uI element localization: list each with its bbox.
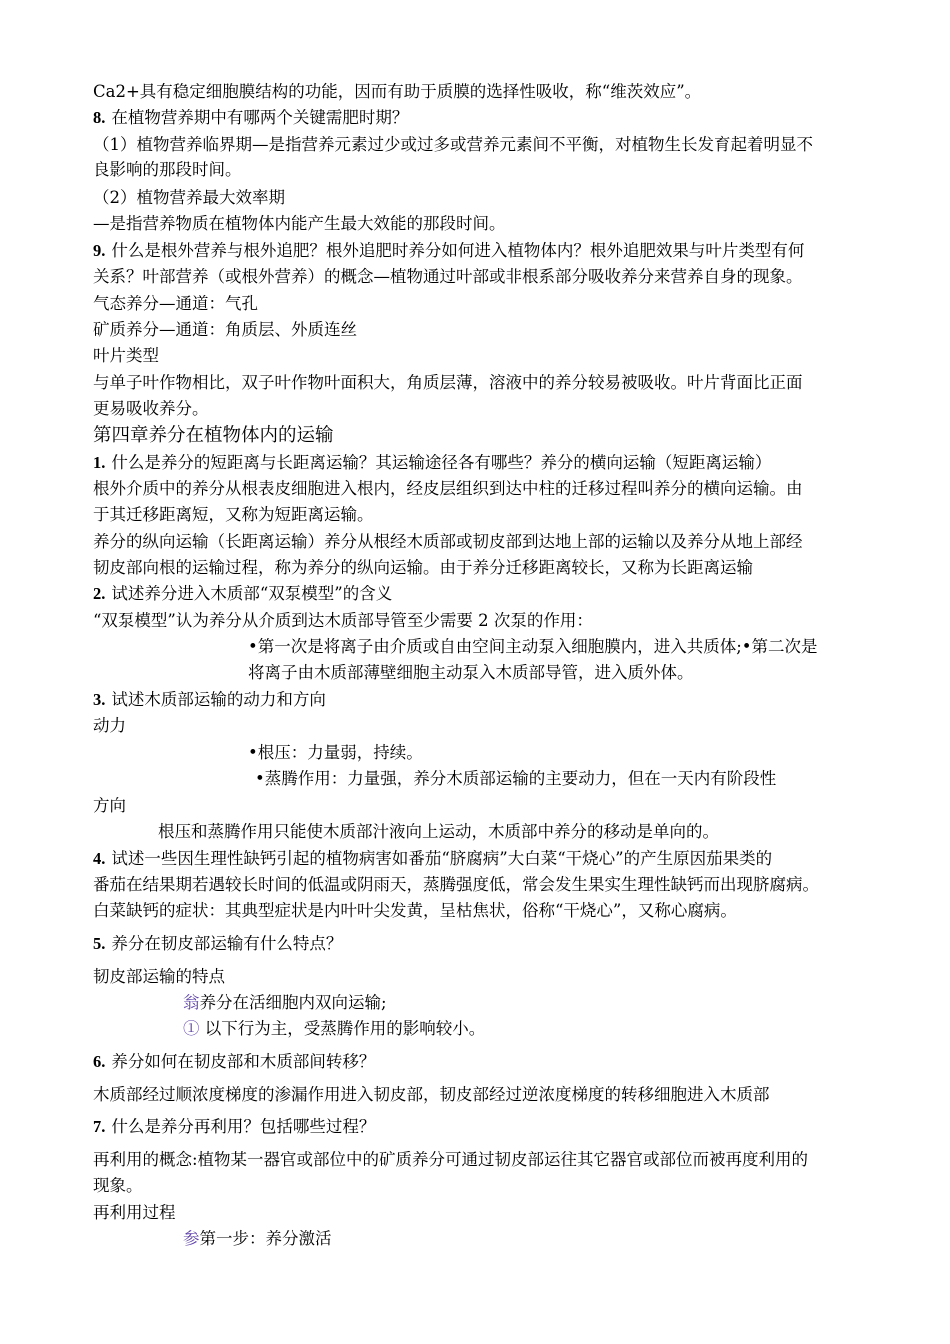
paragraph-line: 韧皮部向根的运输过程，称为养分的纵向运输。由于养分迁移距离较长，又称为长距离运输 — [93, 558, 753, 577]
paragraph-line: “双泵模型”认为养分从介质到达木质部导管至少需要 2 次泵的作用： — [93, 611, 593, 630]
list-marker: 参 — [183, 1229, 200, 1248]
bullet-line: •根压：力量弱，持续。 — [248, 743, 423, 762]
question-number: 1. — [93, 453, 106, 472]
question-text: 试述养分进入木质部“双泵模型”的含义 — [111, 584, 393, 603]
question-text: 养分如何在韧皮部和木质部间转移？ — [111, 1052, 376, 1071]
list-marker: 翁 — [183, 993, 200, 1012]
chapter-question-4 — [93, 847, 772, 871]
chapter-question-7 — [93, 1115, 375, 1139]
question-number: 4. — [93, 849, 106, 868]
question-text: 什么是养分的短距离与长距离运输？其运输途径各有哪些？养分的横向运输（短距离运输） — [111, 453, 772, 472]
list-item — [183, 1017, 485, 1041]
question-number: 2. — [93, 584, 106, 603]
paragraph-line: 与单子叶作物相比，双子叶作物叶面积大，角质层薄，溶液中的养分较易被吸收。叶片背面比正面 — [93, 373, 803, 392]
paragraph-line: 养分的纵向运输（长距离运输）养分从根经木质部或韧皮部到达地上部的运输以及养分从地上部经 — [93, 532, 803, 551]
bullet-line: •蒸腾作用：力量强，养分木质部运输的主要动力，但在一天内有阶段性 — [255, 769, 777, 788]
paragraph-line: 动力 — [93, 716, 126, 735]
question-text: 在植物营养期中有哪两个关键需肥时期？ — [111, 108, 409, 127]
chapter-question-1 — [93, 451, 771, 475]
question-number: 5. — [93, 934, 106, 953]
paragraph-line: 根外介质中的养分从根表皮细胞进入根内，经皮层组织到达中柱的迁移过程叫养分的横向运输。由 — [93, 479, 803, 498]
paragraph-line: 矿质养分—通道：角质层、外质连丝 — [93, 320, 357, 339]
paragraph-line: 于其迁移距离短，又称为短距离运输。 — [93, 505, 374, 524]
paragraph-line: 木质部经过顺浓度梯度的渗漏作用进入韧皮部，韧皮部经过逆浓度梯度的转移细胞进入木质部 — [93, 1085, 770, 1104]
paragraph-line: 叶片类型 — [93, 346, 159, 365]
question-text: 什么是养分再利用？包括哪些过程？ — [111, 1117, 376, 1136]
chapter-question-2 — [93, 582, 392, 606]
question-number: 7. — [93, 1117, 106, 1136]
list-marker: ① — [183, 1019, 200, 1038]
bullet-line: •第一次是将离子由介质或自由空间主动泵入细胞膜内，进入共质体;•第二次是 — [248, 637, 818, 656]
question-text: 什么是根外营养与根外追肥？根外追肥时养分如何进入植物体内？根外追肥效果与叶片类型有何 — [111, 241, 805, 260]
paragraph-line: 根压和蒸腾作用只能使木质部汁液向上运动，木质部中养分的移动是单向的。 — [158, 822, 719, 841]
paragraph-line: 气态养分—通道：气孔 — [93, 294, 258, 313]
paragraph-line: 白菜缺钙的症状：其典型症状是内叶叶尖发黄，呈枯焦状，俗称“干烧心”，又称心腐病。 — [93, 901, 737, 920]
bullet-line: 将离子由木质部薄壁细胞主动泵入木质部导管，进入质外体。 — [248, 663, 694, 682]
question-number: 3. — [93, 690, 106, 709]
paragraph-line: 关系？叶部营养（或根外营养）的概念—植物通过叶部或非根系部分吸收养分来营养自身的现象。 — [93, 267, 803, 286]
paragraph-line: 现象。 — [93, 1176, 143, 1195]
question-number: 8. — [93, 108, 106, 127]
list-item — [183, 991, 387, 1015]
question-text: 试述木质部运输的动力和方向 — [111, 690, 326, 709]
paragraph-line: 番茄在结果期若遇较长时间的低温或阴雨天，蒸腾强度低，常会发生果实生理性缺钙而出现脐腐病。 — [93, 875, 819, 894]
paragraph-line: （2）植物营养最大效率期 — [93, 188, 285, 207]
list-item-text: 养分在活细胞内双向运输; — [199, 993, 387, 1012]
paragraph-line: —是指营养物质在植物体内能产生最大效能的那段时间。 — [93, 214, 506, 233]
chapter-question-5 — [93, 932, 342, 956]
chapter-heading: 第四章养分在植物体内的运输 — [93, 425, 334, 446]
question-number: 6. — [93, 1052, 106, 1071]
paragraph-line: Ca2+具有稳定细胞膜结构的功能，因而有助于质膜的选择性吸收，称“维茨效应”。 — [93, 82, 702, 101]
list-item-text: 第一步：养分激活 — [199, 1229, 332, 1248]
paragraph-line: 方向 — [93, 796, 126, 815]
paragraph-line: 再利用的概念:植物某一器官或部位中的矿质养分可通过韧皮部运往其它器官或部位而被再度利用的 — [93, 1150, 809, 1169]
paragraph-line: 更易吸收养分。 — [93, 399, 209, 418]
paragraph-line: 韧皮部运输的特点 — [93, 967, 225, 986]
chapter-question-3 — [93, 688, 326, 712]
paragraph-line: 再利用过程 — [93, 1203, 176, 1222]
chapter-question-6 — [93, 1050, 375, 1074]
paragraph-line: （1）植物营养临界期—是指营养元素过少或过多或营养元素间不平衡，对植物生长发育起着明显不 — [93, 135, 813, 154]
list-item-text: 以下行为主，受蒸腾作用的影响较小。 — [199, 1019, 486, 1038]
paragraph-line: 良影响的那段时间。 — [93, 160, 242, 179]
question-9 — [93, 239, 804, 263]
question-text: 养分在韧皮部运输有什么特点？ — [111, 934, 343, 953]
list-item — [183, 1227, 332, 1251]
question-text: 试述一些因生理性缺钙引起的植物病害如番茄“脐腐病”大白菜“干烧心”的产生原因茄果类的 — [111, 849, 773, 868]
question-number: 9. — [93, 241, 106, 260]
question-8 — [93, 106, 408, 130]
